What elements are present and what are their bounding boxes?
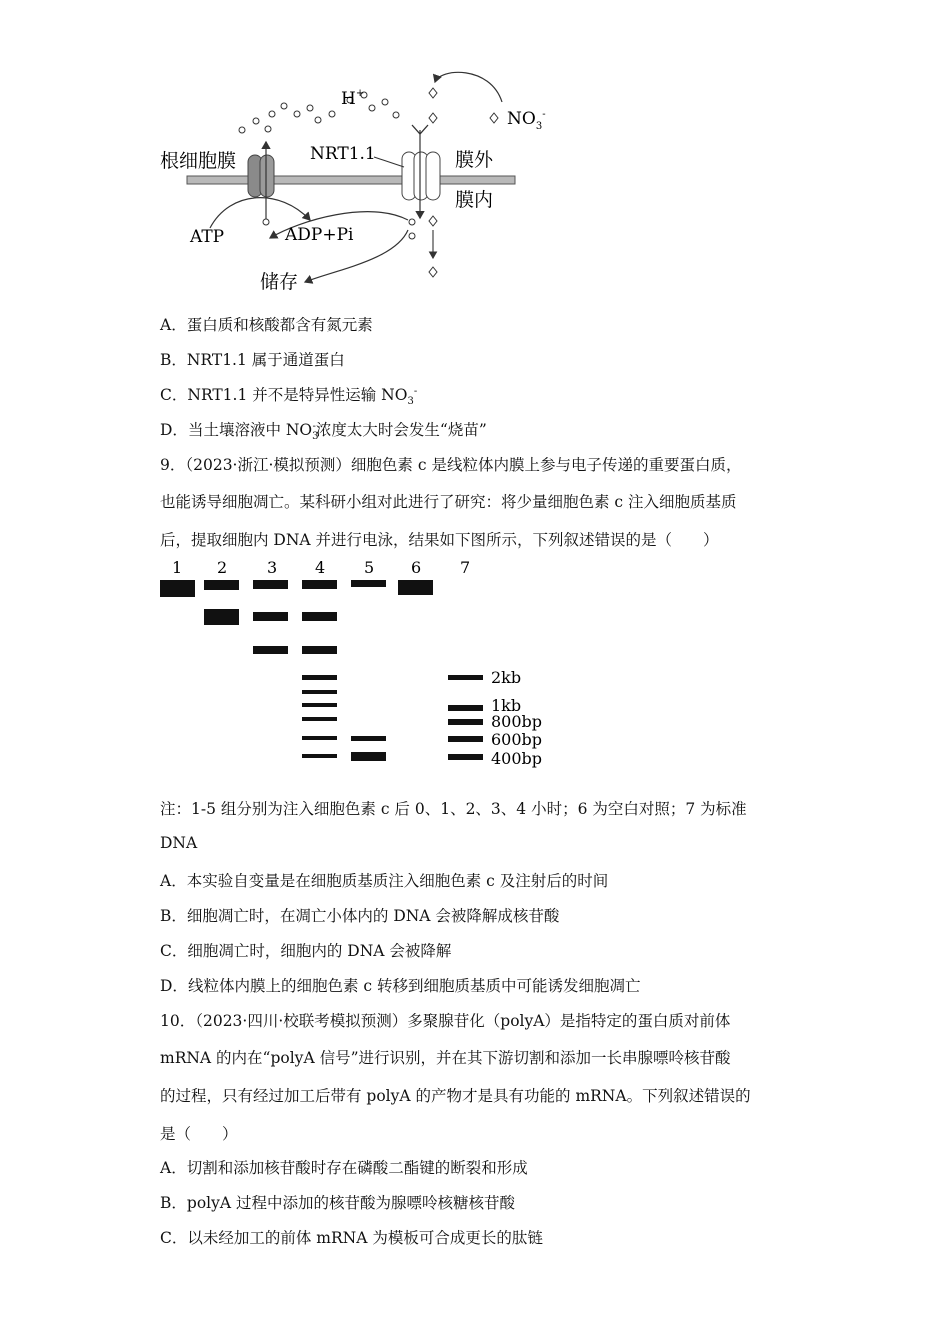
lane-label-3: 3 <box>267 558 278 577</box>
lane-label-1: 1 <box>172 558 183 577</box>
marker-label-400bp: 400bp <box>491 749 543 768</box>
q9-stem-line3: 后，提取细胞内 DNA 并进行电泳，结果如下图所示，下列叙述错误的是（ ） <box>160 531 719 549</box>
q10-option-c: C．以未经加工的前体 mRNA 为模板可合成更长的肽链 <box>160 1229 543 1247</box>
marker-band <box>448 736 483 742</box>
label-outside: 膜外 <box>455 149 494 171</box>
band <box>302 703 337 707</box>
q9-option-c: C．细胞凋亡时，细胞内的 DNA 会被降解 <box>160 942 452 960</box>
marker-band <box>448 754 483 760</box>
q10-option-a: A．切割和添加核苷酸时存在磷酸二酯键的断裂和形成 <box>160 1159 528 1177</box>
lane-label-2: 2 <box>217 558 228 577</box>
lane-label-5: 5 <box>364 558 375 577</box>
band <box>398 580 433 595</box>
label-nitrate: $NO_3^-$ <box>507 109 546 132</box>
marker-label-800bp: 800bp <box>491 712 543 731</box>
lane-label-4: 4 <box>315 558 326 577</box>
nrt-transporter <box>402 152 440 200</box>
q8-option-b: B．NRT1.1 属于通道蛋白 <box>160 351 345 369</box>
band <box>204 580 239 590</box>
q8-option-c: C．NRT1.1 并不是特异性运输 $NO_3^-$ <box>160 385 418 408</box>
q9-stem-line1: 9．（2023·浙江·模拟预测）细胞色素 c 是线粒体内膜上参与电子传递的重要蛋白质， <box>160 456 742 474</box>
band <box>351 580 386 587</box>
membrane-transport-diagram <box>150 70 570 300</box>
label-atp: ATP <box>190 227 225 247</box>
label-storage: 储存 <box>260 271 299 293</box>
label-inside: 膜内 <box>455 189 494 211</box>
figure-note-line2: DNA <box>160 834 198 852</box>
band <box>253 612 288 621</box>
marker-band <box>448 705 483 711</box>
band <box>302 580 337 589</box>
label-root-membrane: 根细胞膜 <box>160 150 237 172</box>
band <box>351 752 386 761</box>
band <box>302 754 337 758</box>
q10-stem-line4: 是（ ） <box>160 1125 238 1143</box>
q10-option-b: B．polyA 过程中添加的核苷酸为腺嘌呤核糖核苷酸 <box>160 1194 515 1212</box>
band <box>302 675 337 680</box>
lane-label-6: 6 <box>411 558 422 577</box>
q10-stem-line1: 10．（2023·四川·校联考模拟预测）多聚腺苷化（polyA）是指特定的蛋白质对前体 <box>160 1012 731 1030</box>
marker-band <box>448 675 483 680</box>
marker-band <box>448 719 483 725</box>
marker-label-2kb: 2kb <box>491 668 522 687</box>
lane-label-7: 7 <box>460 558 471 577</box>
q8-option-d: D．当土壤溶液中 $NO_3^-$浓度太大时会发生“烧苗” <box>160 420 487 443</box>
band <box>204 609 239 625</box>
band <box>302 612 337 621</box>
band <box>302 646 337 654</box>
band <box>302 717 337 721</box>
q10-stem-line3: 的过程，只有经过加工后带有 polyA 的产物才是具有功能的 mRNA。下列叙述错误的 <box>160 1087 751 1105</box>
marker-label-600bp: 600bp <box>491 730 543 749</box>
band <box>253 580 288 589</box>
label-adp: ADP+Pi <box>285 225 354 245</box>
q9-option-b: B．细胞凋亡时，在凋亡小体内的 DNA 会被降解成核苷酸 <box>160 907 560 925</box>
label-nrt: NRT1.1 <box>310 144 376 164</box>
cell-membrane <box>187 176 515 184</box>
q9-option-d: D．线粒体内膜上的细胞色素 c 转移到细胞质基质中可能诱发细胞凋亡 <box>160 977 641 995</box>
marker-label-1kb: 1kb <box>491 696 522 715</box>
band <box>253 646 288 654</box>
q9-stem-line2: 也能诱导细胞凋亡。某科研小组对此进行了研究：将少量细胞色素 c 注入细胞质基质 <box>160 493 737 511</box>
label-proton: H+ <box>341 88 365 109</box>
band <box>351 736 386 741</box>
proton-pump <box>248 155 274 197</box>
figure-note-line1: 注：1-5 组分别为注入细胞色素 c 后 0、1、2、3、4 小时；6 为空白对照；7 为标准 <box>160 800 747 818</box>
band <box>160 580 195 597</box>
q9-option-a: A．本实验自变量是在细胞质基质注入细胞色素 c 及注射后的时间 <box>160 872 609 890</box>
band <box>302 690 337 694</box>
gel-electrophoresis-figure <box>155 555 555 770</box>
band <box>302 736 337 740</box>
q8-option-a: A．蛋白质和核酸都含有氮元素 <box>160 316 373 334</box>
q10-stem-line2: mRNA 的内在“polyA 信号”进行识别，并在其下游切割和添加一长串腺嘌呤核苷酸 <box>160 1049 731 1067</box>
